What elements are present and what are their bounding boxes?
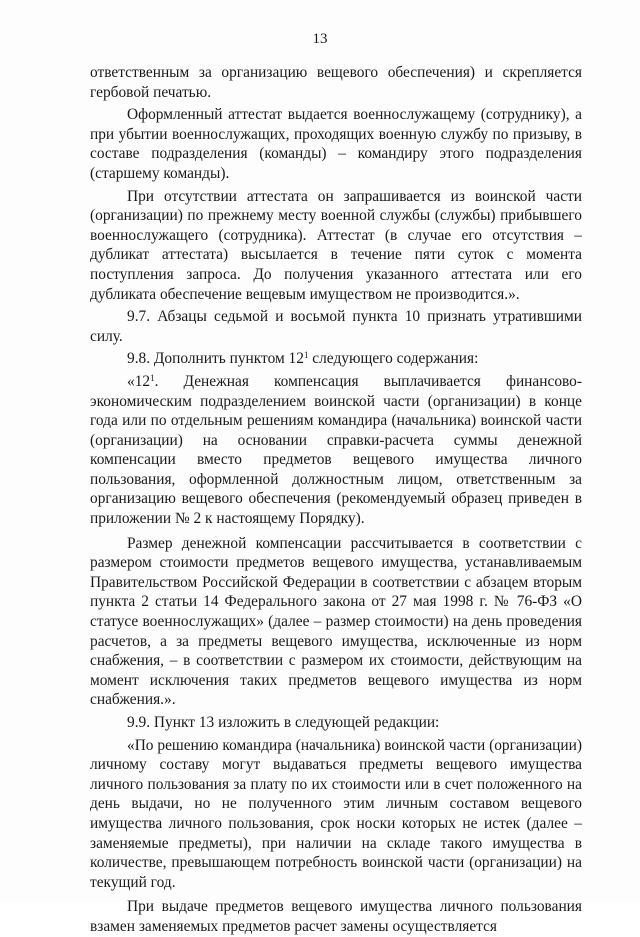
paragraph-compensation-amount: Размер денежной компенсации рассчитывается в соответствии с размером стоимости предметов вещевого имущества, устанавливаемым Правительством Российской Федерации в соответствии с абзацем вторым пункта 2 статьи 14 Федерального закона от 27 мая 1998 г. № 76-ФЗ «О статусе военнослужащих» (далее – размер стоимости) на день проведения расчетов, а за предметы вещевого имущества, исключенные из норм снабжения, – в соответствии с размером их стоимости, действующим на момент исключения таких предметов вещевого имущества из норм снабжения.». [90,534,582,709]
paragraph-item-12-1 [90,372,582,529]
superscript: 1 [303,350,309,361]
paragraph-certificate-request: При отсутствии аттестата он запрашивается из воинской части (организации) по прежнему месту военной службы (службы) прибывшего военнослужащего (сотрудника). Аттестат (в случае его отсутствия – дубликат аттестата) высылается в течение пяти суток с момента поступления запроса. До получения указанного аттестата или его дубликата обеспечение вещевым имуществом не производится.». [90,187,582,303]
paragraph-item-9-7: 9.7. Абзацы седьмой и восьмой пункта 10 признать утратившими силу. [90,308,582,345]
page-number: 13 [312,31,328,47]
paragraph-item-13: «По решению командира (начальника) воинской части (организации) личному составу могут выдаваться предметы вещевого имущества личного пользования за плату по их стоимости или в счет положенного на день выдачи, но не полученного этим личным составом вещевого имущества личного пользования, срок носки которых не истек (далее – заменяемые предметы), при наличии на складе такого имущества в количестве, превышающем потребность воинской части (организации) на текущий год. [90,736,582,891]
superscript: 1 [150,372,155,383]
paragraph-item-9-8 [90,349,582,369]
item-9-8-text: 9.8. Дополнить пунктом 12 [127,350,304,368]
item-9-8-text-tail: следующего содержания: [308,350,479,368]
item-12-1-text-tail: . Денежная компенсация выплачивается финансово-экономическим подразделением воинской части (организации) в конце года или по отдельным решениям командира (начальника) воинской части (организации) на основании справки-расчета суммы денежной компенсации вместо предметов вещевого имущества личного пользования, оформленной должностным лицом, ответственным за организацию вещевого обеспечения (рекомендуемый образец приведен в приложении № 2 к настоящему Порядку). [90,372,582,528]
item-12-1-text: «12 [127,372,151,390]
paragraph-certificate-issued: Оформленный аттестат выдается военнослужащему (сотруднику), а при убытии военнослужащих, проходящих военную службу по призыву, в составе подразделения (команды) – командиру этого подразделения (старшему команды). [90,106,582,182]
document-body [90,63,582,937]
paragraph-replacement: При выдаче предметов вещевого имущества личного пользования взамен заменяемых предметов расчет замены осуществляется [90,898,582,935]
paragraph-continuation: ответственным за организацию вещевого обеспечения) и скрепляется гербовой печатью. [90,64,582,101]
paragraph-item-9-9: 9.9. Пункт 13 изложить в следующей редакции: [127,714,440,731]
